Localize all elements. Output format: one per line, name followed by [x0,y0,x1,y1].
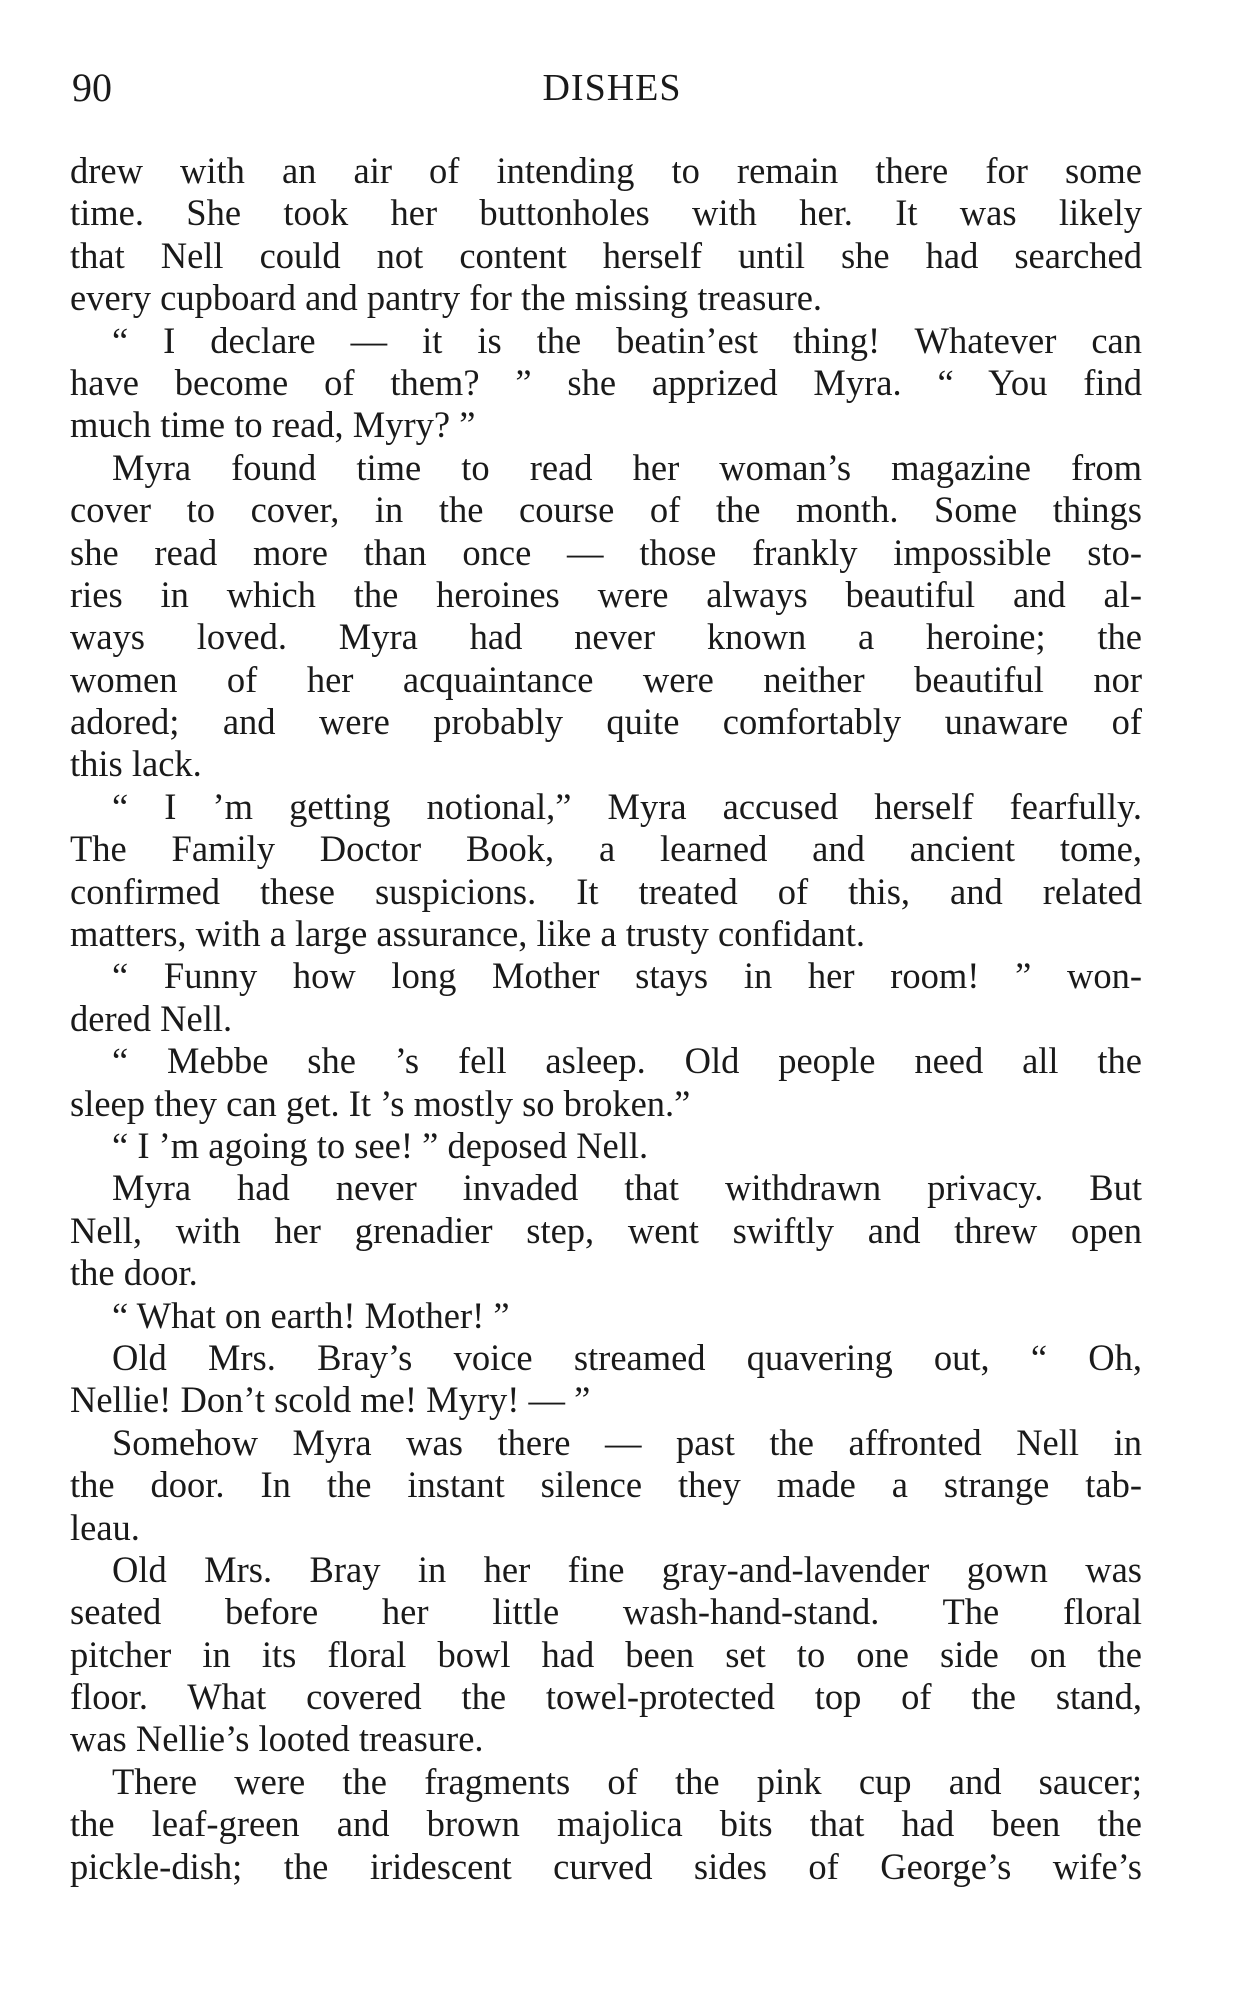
text-line: There were the fragments of the pink cup and saucer; [112,1760,1142,1802]
text-line: Somehow Myra was there — past the affronted Nell in [112,1421,1142,1463]
body-text [70,150,1142,1888]
text-line: Myra had never invaded that withdrawn privacy. But [112,1167,1142,1209]
page-header [72,62,1152,114]
text-line: the leaf-green and brown majolica bits that had been the [70,1803,1142,1845]
text-line: leau. [70,1506,140,1548]
text-line: Nellie! Don’t scold me! Myry! — ” [70,1379,591,1421]
text-line: “ Funny how long Mother stays in her room! ” won- [112,955,1142,997]
text-line: matters, with a large assurance, like a trusty confidant. [70,913,865,955]
text-line: time. She took her buttonholes with her. It was likely [70,192,1142,234]
page-number: 90 [72,65,112,110]
text-line: adored; and were probably quite comfortably unaware of [70,701,1142,743]
text-line: sleep they can get. It ’s mostly so broken.” [70,1082,691,1124]
text-line: ries in which the heroines were always beautiful and al- [70,573,1142,615]
text-line: she read more than once — those frankly impossible sto- [70,531,1142,573]
text-line: “ I declare — it is the beatin’est thing! Whatever can [112,319,1142,361]
text-line: pitcher in its floral bowl had been set to one side on the [70,1633,1142,1675]
text-line: Old Mrs. Bray’s voice streamed quavering out, “ Oh, [112,1336,1142,1378]
text-line: “ I ’m getting notional,” Myra accused herself fearfully. [112,785,1142,827]
text-line: pickle-dish; the iridescent curved sides of George’s wife’s [70,1845,1142,1887]
text-line: women of her acquaintance were neither beautiful nor [70,658,1142,700]
text-line: dered Nell. [70,997,233,1039]
text-line: have become of them? ” she apprized Myra. “ You find [70,361,1142,403]
text-line: floor. What covered the towel-protected top of the stand, [70,1676,1142,1718]
text-line: the door. In the instant silence they made a strange tab- [70,1464,1142,1506]
text-line: “ What on earth! Mother! ” [112,1294,510,1336]
text-line: was Nellie’s looted treasure. [70,1718,484,1760]
text-line: confirmed these suspicions. It treated of this, and related [70,870,1142,912]
text-line: every cupboard and pantry for the missing treasure. [70,277,823,319]
text-line: drew with an air of intending to remain there for some [70,150,1142,191]
text-line: that Nell could not content herself until she had searched [70,234,1142,276]
text-line: Myra found time to read her woman’s magazine from [112,446,1142,488]
text-line: Old Mrs. Bray in her fine gray-and-lavender gown was [112,1548,1142,1590]
text-line: much time to read, Myry? ” [70,404,476,446]
text-line: cover to cover, in the course of the month. Some things [70,489,1142,531]
running-head: DISHES [542,67,682,109]
text-line: “ I ’m agoing to see! ” deposed Nell. [112,1124,649,1166]
text-line: seated before her little wash-hand-stand. The floral [70,1591,1142,1633]
text-line: Nell, with her grenadier step, went swiftly and threw open [70,1209,1142,1251]
text-line: “ Mebbe she ’s fell asleep. Old people need all the [112,1040,1142,1082]
text-line: this lack. [70,743,202,785]
text-line: The Family Doctor Book, a learned and ancient tome, [70,828,1142,870]
text-line: ways loved. Myra had never known a heroine; the [70,616,1142,658]
text-line: the door. [70,1252,198,1294]
